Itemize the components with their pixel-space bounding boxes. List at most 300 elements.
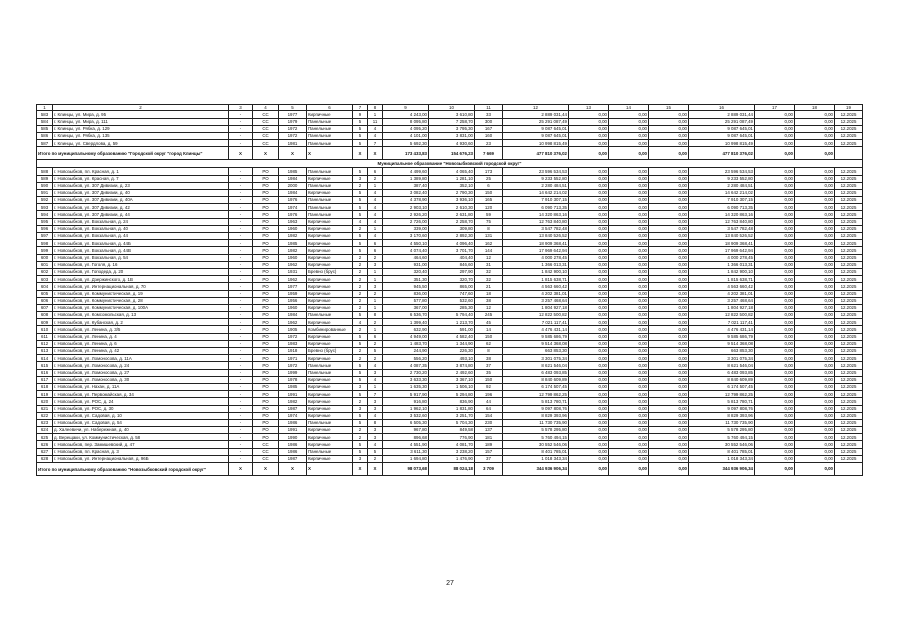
table-cell: 45	[475, 319, 503, 326]
table-row	[37, 319, 863, 326]
table-cell: 3 082,40	[383, 189, 429, 196]
total-row	[37, 147, 863, 160]
table-cell: 616	[37, 369, 53, 376]
table-cell: 150	[475, 333, 503, 340]
table-cell: 1	[368, 326, 383, 333]
table-cell: Кирпичные	[307, 304, 353, 311]
table-cell: 9	[353, 111, 368, 118]
table-cell: 1	[368, 383, 383, 390]
table-cell: г. Клинцы, ул. Мира, д. 95	[53, 111, 229, 118]
table-cell: 0,00	[609, 140, 649, 147]
table-cell: 4 074,40	[383, 247, 429, 254]
table-cell: 7	[368, 391, 383, 398]
table-cell: 5	[353, 211, 368, 218]
table-cell: 5	[353, 140, 368, 147]
table-cell: 2	[353, 398, 368, 405]
table-cell: 0,00	[755, 225, 795, 232]
table-cell: 5	[353, 247, 368, 254]
table-cell: РО	[253, 434, 279, 441]
table-row	[37, 405, 863, 412]
table-row	[37, 448, 863, 455]
table-cell: Кирпичные	[307, 111, 353, 118]
table-cell: г. Новозыбков, ул. Садовая, д. 10	[53, 412, 229, 419]
table-cell: 12.2025	[835, 204, 863, 211]
table-cell: 23 596 534,53	[689, 168, 755, 175]
table-cell: 967,80	[383, 427, 429, 434]
table-cell: Кирпичные	[307, 175, 353, 182]
table-cell: 1905	[279, 326, 307, 333]
table-cell: Кирпичные	[307, 355, 353, 362]
table-cell: 0,00	[609, 455, 649, 462]
table-cell: 320,70	[429, 276, 475, 283]
table-cell: 0,00	[795, 218, 835, 225]
table-cell: 0,00	[609, 125, 649, 132]
table-cell: 21	[475, 283, 503, 290]
table-cell: 601	[37, 261, 53, 268]
table-cell: -	[229, 427, 253, 434]
table-cell: 12.2025	[835, 125, 863, 132]
table-cell: г. Новозыбков, ул. Ломоносова, д. 24	[53, 362, 229, 369]
table-cell: 610	[37, 326, 53, 333]
table-cell: 605	[37, 290, 53, 297]
table-cell: 3 257 468,64	[503, 297, 569, 304]
table-cell: 5 578 295,80	[503, 427, 569, 434]
table-cell: 0,00	[569, 391, 609, 398]
table-cell: 5	[353, 240, 368, 247]
table-cell: 0,00	[795, 355, 835, 362]
table-cell: 4 930,60	[429, 140, 475, 147]
table-cell: 0,00	[649, 348, 689, 355]
table-cell: 0,00	[649, 283, 689, 290]
table-cell: РО	[253, 268, 279, 275]
table-cell: 4 582,40	[429, 333, 475, 340]
table-cell: -	[229, 175, 253, 182]
table-cell: 595	[37, 218, 53, 225]
table-cell: 0,00	[795, 211, 835, 218]
table-cell: 0,00	[649, 182, 689, 189]
table-cell: 0,00	[569, 240, 609, 247]
table-cell: 0,00	[569, 312, 609, 319]
table-cell: 588	[37, 168, 53, 175]
table-cell: 0,00	[569, 290, 609, 297]
table-cell: 596	[37, 225, 53, 232]
table-cell: 0,00	[569, 175, 609, 182]
table-cell: 0,00	[569, 268, 609, 275]
table-cell: 2	[353, 268, 368, 275]
table-cell: 585	[37, 125, 53, 132]
table-cell: X	[253, 147, 279, 160]
table-cell: 0,00	[569, 427, 609, 434]
table-cell: 0,00	[569, 297, 609, 304]
table-cell: 1971	[279, 355, 307, 362]
table-cell: Панельные	[307, 419, 353, 426]
table-cell: 0,00	[649, 118, 689, 125]
table-row	[37, 240, 863, 247]
table-cell: 12.2025	[835, 175, 863, 182]
table-cell: 1983	[279, 340, 307, 347]
table-cell: 0,00	[755, 463, 795, 476]
table-cell: 663 853,30	[689, 348, 755, 355]
table-cell: 1974	[279, 204, 307, 211]
table-cell: 589	[37, 175, 53, 182]
table-cell: 12.2025	[835, 441, 863, 448]
table-cell: РО	[253, 211, 279, 218]
table-cell: 0,00	[609, 362, 649, 369]
table-cell: 150	[475, 189, 503, 196]
table-cell: 846,60	[429, 261, 475, 268]
table-cell: 1 962,10	[383, 405, 429, 412]
table-cell: 613	[37, 348, 53, 355]
table-cell: 602	[37, 268, 53, 275]
table-cell: 0,00	[795, 125, 835, 132]
table-cell: 12 822 500,82	[503, 312, 569, 319]
table-cell: 1	[368, 182, 383, 189]
table-cell: 0,00	[609, 182, 649, 189]
table-cell: 0,00	[795, 333, 835, 340]
table-row	[37, 376, 863, 383]
table-cell: 0,00	[795, 175, 835, 182]
table-cell: 3 301 075,34	[689, 355, 755, 362]
table-cell: 2	[368, 319, 383, 326]
table-cell: 0,00	[649, 333, 689, 340]
table-cell: 2 610,30	[429, 204, 475, 211]
table-cell: 2000	[279, 182, 307, 189]
table-cell: 0,00	[795, 283, 835, 290]
table-cell: 0,00	[755, 304, 795, 311]
table-cell: Кирпичные	[307, 283, 353, 290]
table-cell: 9 585 686,79	[503, 333, 569, 340]
table-cell: 1 506,10	[429, 383, 475, 390]
table-cell: 1986	[279, 419, 307, 426]
table-row	[37, 398, 863, 405]
table-cell: 2	[353, 434, 368, 441]
table-cell: 14 642 214,02	[689, 189, 755, 196]
table-cell: РО	[253, 405, 279, 412]
table-cell: 0,00	[609, 419, 649, 426]
table-cell: 3 532,60	[383, 412, 429, 419]
table-cell: 1979	[279, 118, 307, 125]
table-cell: 0,00	[569, 419, 609, 426]
table-cell: г. Клинцы, ул. Рябка, д. 129	[53, 125, 229, 132]
table-cell: -	[229, 398, 253, 405]
table-cell: 0,00	[755, 369, 795, 376]
table-cell: 5 692,30	[383, 140, 429, 147]
table-cell: 5	[353, 340, 368, 347]
section-title: Муниципальное образование "Новозыбковский городской округ"	[37, 160, 863, 168]
table-cell: 1972	[279, 362, 307, 369]
table-cell: 12 799 862,25	[503, 391, 569, 398]
table-cell: 0,00	[795, 369, 835, 376]
table-cell: 865,00	[429, 283, 475, 290]
table-cell: 9 514 368,08	[503, 340, 569, 347]
table-cell: 1982	[279, 233, 307, 240]
table-cell: 165	[475, 197, 503, 204]
table-cell: 196	[475, 391, 503, 398]
table-cell: 7	[368, 140, 383, 147]
table-cell: 6 090 713,35	[689, 204, 755, 211]
table-cell: 0,00	[649, 312, 689, 319]
table-cell: 0,00	[569, 254, 609, 261]
table-cell: 0,00	[795, 168, 835, 175]
table-cell: г. Новозыбков, ул. 307 Дивизии, д. 23	[53, 182, 229, 189]
table-cell: г. Новозыбков, ул. Кубанская, д. 2	[53, 319, 229, 326]
table-cell: 30 552 546,06	[503, 441, 569, 448]
table-row	[37, 261, 863, 268]
table-cell: 4 065,40	[429, 168, 475, 175]
table-cell: 5	[353, 376, 368, 383]
table-cell: г. Новозыбков, ул. Вокзальная, д. 44	[53, 233, 229, 240]
table-cell: Кирпичные	[307, 455, 353, 462]
table-cell: 12.2025	[835, 455, 863, 462]
table-cell: 12.2025	[835, 412, 863, 419]
table-cell: 0,00	[609, 434, 649, 441]
table-cell: 1918	[279, 348, 307, 355]
table-cell: 4	[368, 204, 383, 211]
table-cell: 0,00	[795, 427, 835, 434]
table-cell: 2	[368, 340, 383, 347]
table-cell: 0,00	[755, 297, 795, 304]
table-cell: 1 281,10	[429, 175, 475, 182]
table-cell: X	[279, 463, 307, 476]
table-cell: 1972	[279, 333, 307, 340]
table-cell: 1990	[279, 434, 307, 441]
table-cell: -	[229, 312, 253, 319]
table-row	[37, 247, 863, 254]
table-cell: -	[229, 333, 253, 340]
table-cell: 0,00	[649, 441, 689, 448]
table-cell	[835, 147, 863, 160]
table-cell: 9 087 645,01	[689, 132, 755, 139]
table-cell: 2	[368, 254, 383, 261]
table-cell: 3	[368, 283, 383, 290]
table-cell: 1999	[279, 369, 307, 376]
table-cell: 4	[368, 441, 383, 448]
table-cell: 0,00	[795, 441, 835, 448]
table-cell: 603	[37, 276, 53, 283]
table-cell: 131	[475, 233, 503, 240]
table-cell: 0,00	[609, 168, 649, 175]
table-cell: 1974	[279, 412, 307, 419]
table-cell: 5	[353, 362, 368, 369]
table-cell: РО	[253, 218, 279, 225]
table-cell: г. Новозыбков, ул. 307 Дивизии, д. 40	[53, 189, 229, 196]
table-cell: 776,90	[429, 434, 475, 441]
table-cell: 5	[353, 391, 368, 398]
table-cell: 0,00	[795, 383, 835, 390]
table-cell: 0,00	[649, 297, 689, 304]
table-cell: 5 294,80	[429, 391, 475, 398]
table-cell: 12.2025	[835, 304, 863, 311]
table-cell: 0,00	[755, 427, 795, 434]
table-cell: 0,00	[609, 175, 649, 182]
table-cell: 15	[649, 105, 689, 111]
table-cell: 8 840 609,89	[689, 376, 755, 383]
table-cell: Кирпичные	[307, 427, 353, 434]
table-cell: г. Новозыбков, пер. Замишевский, д. 47	[53, 441, 229, 448]
table-cell: г. Новозыбков, ул. Дзержинского, д. 1В	[53, 276, 229, 283]
table-cell: 12.2025	[835, 434, 863, 441]
table-cell: 4 550,10	[383, 240, 429, 247]
table-cell: 626	[37, 441, 53, 448]
table-cell: 477 810 376,02	[689, 147, 755, 160]
table-cell: 592	[37, 197, 53, 204]
table-cell: Кирпичные	[307, 233, 353, 240]
table-cell: -	[229, 448, 253, 455]
table-cell: X	[307, 147, 353, 160]
table-cell: 2	[353, 427, 368, 434]
table-cell: 297,90	[429, 268, 475, 275]
table-cell: 300	[475, 118, 503, 125]
table-row	[37, 225, 863, 232]
table-cell: 4	[253, 105, 279, 111]
table-cell: 3 633,30	[383, 376, 429, 383]
table-cell: г. Новозыбков, ул. Ленина, д. 4	[53, 333, 229, 340]
page-number: 27	[446, 580, 454, 587]
table-cell: 5 578 295,80	[689, 427, 755, 434]
table-cell: 2 631,80	[429, 211, 475, 218]
table-cell: 0,00	[649, 140, 689, 147]
table-cell: 0,00	[755, 326, 795, 333]
table-cell: 0,00	[649, 362, 689, 369]
table-cell: 12.2025	[835, 290, 863, 297]
table-cell: -	[229, 240, 253, 247]
table-cell: 1 476,90	[429, 455, 475, 462]
table-cell: 0,00	[609, 261, 649, 268]
table-cell: 945,50	[383, 283, 429, 290]
table-cell: 0,00	[795, 140, 835, 147]
table-row	[37, 419, 863, 426]
table-cell: 14 320 863,16	[503, 211, 569, 218]
table-cell: 12.2025	[835, 383, 863, 390]
table-cell: 17 969 642,94	[689, 247, 755, 254]
table-cell: 0,00	[649, 448, 689, 455]
table-cell: 12.2025	[835, 132, 863, 139]
table-cell: 181	[475, 434, 503, 441]
table-cell: 25 291 087,49	[689, 118, 755, 125]
table-cell: 0,00	[609, 348, 649, 355]
table-cell: 8	[368, 312, 383, 319]
table-cell: 2	[353, 283, 368, 290]
table-cell: 6 174 507,45	[689, 383, 755, 390]
table-cell: 23 596 534,53	[503, 168, 569, 175]
table-cell: 4	[368, 125, 383, 132]
table-cell: 189	[475, 441, 503, 448]
table-cell: -	[229, 412, 253, 419]
table-cell: Панельные	[307, 125, 353, 132]
table-cell: 0,00	[569, 118, 609, 125]
table-row	[37, 340, 863, 347]
table-cell: 10 998 815,49	[503, 140, 569, 147]
table-cell: г. Новозыбков, ул. Красная, д. 7	[53, 175, 229, 182]
table-cell: РО	[253, 319, 279, 326]
table-cell: 0,00	[649, 268, 689, 275]
table-cell: 12.2025	[835, 348, 863, 355]
table-cell: 0,00	[609, 340, 649, 347]
table-cell: 0,00	[649, 463, 689, 476]
table-cell: г. Новозыбков, ул. 307 Дивизии, д. 40А	[53, 197, 229, 204]
table-cell: 0,00	[755, 261, 795, 268]
table-cell: г. Новозыбков, ул. Садовая, д. 54	[53, 419, 229, 426]
table-cell: РО	[253, 326, 279, 333]
table-cell: РО	[253, 276, 279, 283]
table-cell: 2	[353, 276, 368, 283]
table-cell: 5	[279, 105, 307, 111]
table-cell: 12.2025	[835, 197, 863, 204]
table-cell: 0,00	[755, 405, 795, 412]
table-cell: 0,00	[755, 434, 795, 441]
table-cell: 4 476 431,14	[503, 326, 569, 333]
table-cell: 0,00	[609, 369, 649, 376]
table-cell: г. Клинцы, ул. Рябка, д. 135	[53, 132, 229, 139]
table-cell: 8	[475, 225, 503, 232]
table-cell: г. Новозыбков, ул. Гоголя, д. 16	[53, 261, 229, 268]
table-cell: г. Новозыбков, пл. Красная, д. 1	[53, 168, 229, 175]
table-cell: -	[229, 276, 253, 283]
table-cell: 2 903,10	[383, 204, 429, 211]
table-cell: 12.2025	[835, 247, 863, 254]
table-cell: 0,00	[649, 290, 689, 297]
table-cell: 0,00	[569, 276, 609, 283]
table-cell: 0,00	[755, 211, 795, 218]
table-cell: 2	[353, 290, 368, 297]
table-cell: 3 547 782,48	[503, 225, 569, 232]
table-cell: 0,00	[649, 233, 689, 240]
table-cell: 0,00	[609, 463, 649, 476]
table-cell: 1956	[279, 297, 307, 304]
table-cell: 0,00	[755, 383, 795, 390]
table-cell: 1960	[279, 225, 307, 232]
table-cell: 477 810 376,02	[503, 147, 569, 160]
table-cell: 4	[368, 218, 383, 225]
table-cell: 0,00	[569, 111, 609, 118]
table-cell: 1991	[279, 391, 307, 398]
table-cell: 0,00	[755, 376, 795, 383]
table-cell: 591	[37, 189, 53, 196]
table-cell: 2 889 031,44	[503, 111, 569, 118]
table-cell: 0,00	[649, 254, 689, 261]
table-cell: 586	[37, 132, 53, 139]
table-cell: 4 243,00	[383, 111, 429, 118]
table-cell: 0,00	[569, 319, 609, 326]
table-cell: 0,00	[609, 240, 649, 247]
table-cell: 9 097 808,76	[689, 405, 755, 412]
table-cell: 1 804 927,18	[689, 304, 755, 311]
table-cell: 0,00	[755, 147, 795, 160]
table-cell: 31	[475, 261, 503, 268]
table-cell: 11 730 735,90	[503, 419, 569, 426]
table-cell: -	[229, 125, 253, 132]
table-cell: Бревно (брус)	[307, 348, 353, 355]
table-cell: 3	[368, 369, 383, 376]
table-cell: 0,00	[609, 290, 649, 297]
table-cell: 0,00	[649, 412, 689, 419]
table-cell: г. Клинцы, ул. Свердлова, д. 59	[53, 140, 229, 147]
table-cell: 2	[353, 304, 368, 311]
table-cell: 0,00	[649, 247, 689, 254]
table-cell: 5 760 494,15	[689, 434, 755, 441]
table-cell: 0,00	[755, 118, 795, 125]
table-cell: Кирпичные	[307, 333, 353, 340]
table-cell: 0,00	[755, 391, 795, 398]
table-cell: 0,00	[609, 197, 649, 204]
table-cell: РО	[253, 398, 279, 405]
table-cell: 6 174 507,45	[503, 383, 569, 390]
table-cell: Кирпичные	[307, 297, 353, 304]
table-cell: 0,00	[569, 412, 609, 419]
table-cell: 0,00	[755, 189, 795, 196]
table-cell: Панельные	[307, 118, 353, 125]
table-cell: Кирпичные	[307, 247, 353, 254]
